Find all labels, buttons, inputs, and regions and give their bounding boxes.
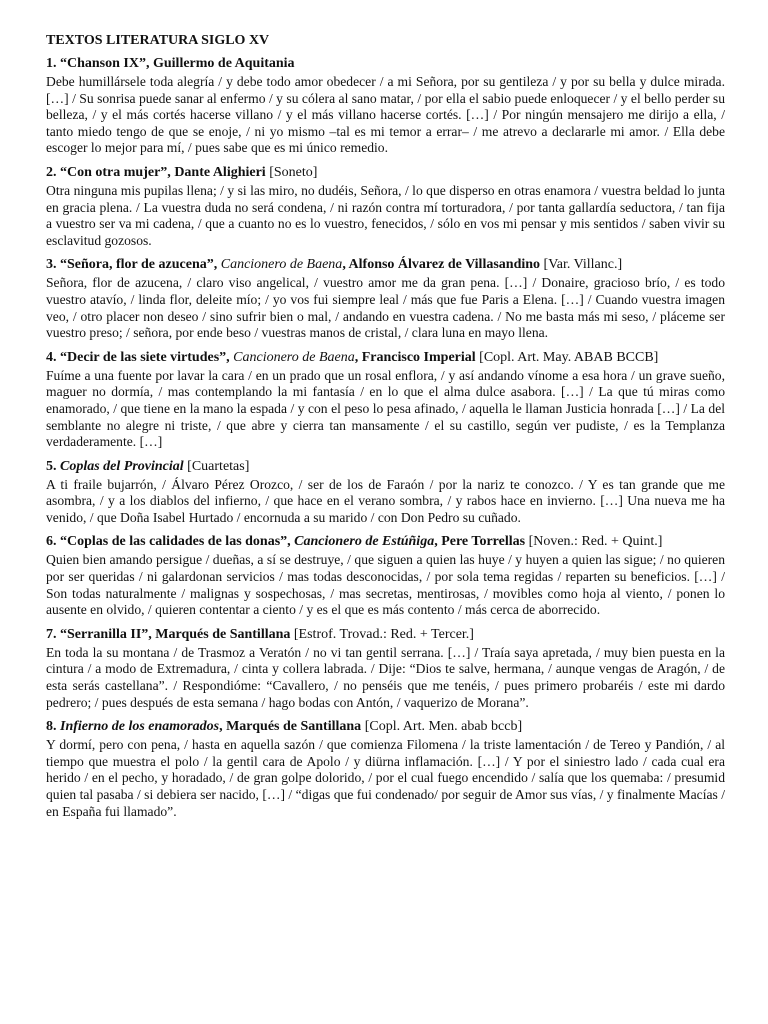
section-heading <box>46 718 725 735</box>
meter-note: [Var. Villanc.] <box>543 257 623 273</box>
author-name: , Francisco Imperial <box>354 349 476 365</box>
section-1 <box>46 55 725 157</box>
author-name: , Marqués de Santillana <box>219 719 362 735</box>
section-number: 1. <box>46 56 57 71</box>
work-title: Cancionero de Baena <box>233 349 355 365</box>
section-heading <box>46 626 725 643</box>
author-name: Dante Alighieri <box>174 164 266 180</box>
section-7 <box>46 626 725 711</box>
section-heading <box>46 256 725 273</box>
poem-title: “Decir de las siete virtudes”, <box>60 349 230 365</box>
author-name: Guillermo de Aquitania <box>152 56 295 71</box>
section-8 <box>46 718 725 820</box>
author-name: Marqués de Santillana <box>155 626 291 642</box>
section-number: 5. <box>46 458 57 474</box>
work-title: Infierno de los enamorados <box>60 719 220 735</box>
meter-note: [Copl. Art. May. ABAB BCCB] <box>479 349 659 365</box>
section-heading <box>46 458 725 475</box>
poem-title: “Chanson IX”, <box>60 56 150 71</box>
meter-note: [Noven.: Red. + Quint.] <box>528 534 663 550</box>
section-heading <box>46 349 725 366</box>
poem-excerpt: Señora, flor de azucena, / claro viso angelical, / vuestro amor me da gran pena. […] / Donaire, gracioso brío, / es todo vuestro atavío, / linda flor, deleite mío; / yo vos fui siempre leal / más que fue Paris a Elena. […] / Cuando vuestra imagen veo, / otro placer non deseo / sino sufrir bien o mal, / andando en vuestra cadena. / No me basta más mi seso, / pláceme ser vuestro preso; / señora, por ende beso / vuestras manos de cristal, / clara luna en mayo llena. <box>46 275 725 341</box>
meter-note: [Cuartetas] <box>187 458 250 474</box>
poem-excerpt: Otra ninguna mis pupilas llena; / y si las miro, no dudéis, Señora, / lo que disperso en otras enamora / vuestra beldad lo junta en gracia plena. / La vuestra duda no será condena, / ni razón contra mí torturadora, / por tanta gallardía seductora, / tan fija a vuestro ser va mi cadena, / que a cuanto no es lo vuestro, fenecidos, / sólo en vos mi pensar y mis sentidos / saben vivir su esclavitud gozosos. <box>46 182 725 248</box>
work-title: Cancionero de Baena <box>220 257 343 273</box>
author-name: , Pere Torrellas <box>434 534 526 550</box>
meter-note: [Soneto] <box>269 164 318 180</box>
author-name: , Alfonso Álvarez de Villasandino <box>342 257 541 273</box>
section-number: 6. <box>46 534 57 550</box>
poem-title: “Coplas de las calidades de las donas”, <box>60 534 291 550</box>
poem-excerpt: Debe humillársele toda alegría / y debe todo amor obedecer / a mi Señora, por su gentileza / y por su bella y dulce mirada. […] / Su sonrisa puede sanar al enfermo / y su cólera al sano matar, / por ella el sabio puede enloquecer / y el bello perder su belleza, / y el más cortés hacerse villano / y el más villano hacerse cortés. […] / Por ningún mensajero me dirijo a ella, / tanto miedo tengo de que se enoje, / ni yo mismo –tal es mi temor a errar– / me atrevo a declararle mi amor. / Ella debe escoger lo mejor para mí, / pues sabe que es mi único remedio. <box>46 74 725 156</box>
section-number: 7. <box>46 626 57 642</box>
poem-title: “Señora, flor de azucena”, <box>60 257 218 273</box>
section-3 <box>46 256 725 341</box>
meter-note: [Copl. Art. Men. abab bccb] <box>364 719 523 735</box>
section-heading <box>46 55 725 72</box>
work-title: Coplas del Provincial <box>60 458 184 474</box>
poem-excerpt: En toda la su montana / de Trasmoz a Veratón / no vi tan gentil serrana. […] / Traía saya apretada, / muy bien puesta en la cintura / a modo de Extremadura, / cinta y collera labrada. / Dije: “Dios te salve, hermana, / aunque vengas de Aragón, / de esta serás castellana”. / Respondióme: “Cavallero, / no penséis que me tenéis, / pues primero probaréis / este mi dardo pedrero; / pues después de esta semana / hago bodas con Antón, / vaquerizo de Morana”. <box>46 644 725 710</box>
document-title: TEXTOS LITERATURA SIGLO XV <box>46 33 270 48</box>
poem-excerpt: Y dormí, pero con pena, / hasta en aquella sazón / que comienza Filomena / la triste lamentación / de Tereo y Pandión, / al tiempo que muestra el polo / la gentil cara de Apolo / y diürna inflamación. […] / Y por el siniestro lado / cada cual era herido / en el pecho, y horadado, / de gran golpe dolorido, / por el cual fuego encendido / salía que los quemaba: / presumid quien tal pasaba / si debiera ser nacido, […] / “digas que fui condenado/ por seguir de Amor sus vías, / y finalmente Macías / en España fui llamado”. <box>46 737 725 819</box>
poem-excerpt: Quien bien amando persigue / dueñas, a sí se destruye, / que siguen a quien las huye / y huyen a quien las sigue; / no quieren por ser queridas / ni galardonan servicios / mas todas desconocidas, / por sola tema regidas / reparten su beneficios. […] / Son todas naturalmente / malignas y sospechosas, / mas secretas, mentirosas, / movibles como hoja al viento, / ponen lo ausente en olvido, / quieren contentar a ciento / y es el que es más contento / más cerca de aborrecido. <box>46 552 725 618</box>
section-4 <box>46 349 725 451</box>
section-5 <box>46 458 725 527</box>
meter-note: [Estrof. Trovad.: Red. + Tercer.] <box>293 626 474 642</box>
section-heading <box>46 533 725 550</box>
section-6 <box>46 533 725 618</box>
poem-title: “Con otra mujer”, <box>60 164 171 180</box>
work-title: Cancionero de Estúñiga <box>294 534 435 550</box>
section-number: 2. <box>46 164 57 180</box>
section-number: 4. <box>46 349 57 365</box>
section-2 <box>46 164 725 249</box>
section-heading <box>46 164 725 181</box>
poem-excerpt: A ti fraile bujarrón, / Álvaro Pérez Orozco, / ser de los de Faraón / por la nariz te conozco. / Y es tan grande que me asombra, / y a los diablos del infierno, / que hace en el verano sombra, / y rabos hace en invierno. […] Una nueva me ha venido, / que Doña Isabel Hurtado / encornuda a su marido / con Don Pedro su cuñado. <box>46 476 725 525</box>
poem-title: “Serranilla II”, <box>60 626 152 642</box>
section-number: 8. <box>46 719 57 735</box>
poem-excerpt: Fuíme a una fuente por lavar la cara / en un prado que un rosal enflora, / y así andando vínome a esa hora / un grave sueño, maguer no dormía, / mas contemplando la mi fantasía / en lo que el alma dulce asabora. […] / La que tú miras como enamorado, / que tiene en la mano la espada / y con el peso lo pesa afinado, / aquella le llaman Justicia honrada […] / La del semblante no alegre ni triste, / que abre y cierra tan mansamente / el su castillo, según ver pudiste, / es la Templanza verdaderamente. […] <box>46 367 725 450</box>
section-number: 3. <box>46 257 57 273</box>
